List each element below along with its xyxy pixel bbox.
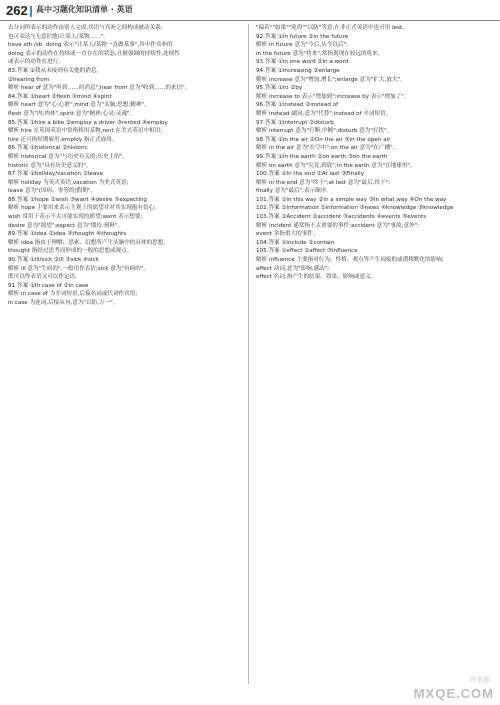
left-column-line: 解析 in case of 为介词短语,后接名词或代词作宾语; [8,291,138,298]
header-rule [0,20,500,21]
right-column-line: 96.答案 ①instead ②instead of [256,102,339,109]
left-column-line: 90.答案 ①ill/sick ②ill ③sick ④sick [8,257,99,264]
column-divider [248,24,249,684]
right-column-line: 97.答案 ①interrupt ②disturb [256,119,334,126]
left-column-line: in case 为连词,后接从句,意为"以防,万一"。 [8,300,119,306]
left-column-line: 解析 historical 意为"与历史有关的;历史上的", [8,153,125,160]
left-column-line: 也可表达"(无意识地)让某人/某物……"。 [8,33,109,40]
left-column-line: 解析 idea 指由于理解、思索、幻想所产生头脑中的具体的思想, [8,239,166,246]
left-column-line: leave 意为"(因病、事等的)假期"。 [8,188,96,195]
right-column-line: 93.答案 ①in one word ②in a word [256,59,349,66]
left-column-line: wish 常用于表示不太可能实现的愿望;want 表示想要; [8,214,143,221]
right-column-line: effect 名词,指产生的结果、效果、影响或意义。 [256,274,377,281]
left-column-line: 解析 hear of 意为"听到……的消息",hear from 意为"收到……的来信"。 [8,85,191,92]
right-column-line: 92.答案 ①in future ②in the future [256,33,349,40]
left-column-line: 88.答案 ①hope ②wish ③want ④desire ⑤expecting [8,196,147,203]
left-column-line: 解析 hire 在英国英语中常指租用某物,rent 在美式英语中租用; [8,128,163,135]
right-column-line: 101.答案 ①in this way ②in a simple way ③In what way ④On the way [256,196,447,203]
right-column-line: 102.答案 ①Information ②information ③news ④knowledge ⑤knowledge [256,205,454,212]
right-column-line: 99.答案 ①in the earth ②on earth ③on the earth [256,153,388,160]
left-column-line: 89.答案 ①idea ②idea ③thought ④thoughts [8,231,127,238]
left-column-line: have sth./sb. doing 表示"让某人/某物一直做某事",其中作宾补的 [8,42,173,49]
right-column-line: 98.答案 ①in the air ②On the air ③in the open air [256,136,391,143]
right-column-line: 解析 increase 意为"增加,增长";enlarge 意为"扩大,放大"。 [256,76,406,83]
right-column-line: 解析 increase to 表示"增加到";increase by 表示"增加了"。 [256,93,410,100]
header-accent-bar [30,6,32,17]
left-column-line: historic 意为"具有历史意义的"。 [8,162,92,169]
left-column-line: 解析 heart 意为"心;心脏",mind 意为"头脑;思想;精神", [8,102,146,109]
right-column-line: 103.答案 ①Accident ②accident ③accidents ④events ⑤events [256,214,427,221]
left-column-line: desire 意为"渴望";expect 意为"期待;预料"。 [8,222,124,229]
right-column-line: 解析 incident 通常指不太重要的事件;accident 意为"事故;意外"; [256,222,420,229]
watermark-logo: MXQE.COM [413,686,494,701]
right-column-line: "偏若""如果""免得""以防"等意;在非正式英语中也可用 lest。 [256,25,408,31]
right-column-line: 解析 interrupt 意为"打断;中断";disturb 意为"打扰"。 [256,128,393,135]
left-column-line: 解析 holiday 为英式英语,vacation 为美式英语; [8,179,129,186]
right-column-line: event 多指重大的事件。 [256,231,319,238]
watermark-subtext: 答案圈 [469,676,490,684]
left-column-line: 87.答案 ①holiday/vacation ②leave [8,171,104,178]
left-column-line: thought 指经过思考而形成的一般的思想或观点。 [8,248,133,255]
right-column-line: 解析 in the air 意为"在空中";on the air 意为"在广播"。 [256,145,399,152]
left-column-line: 既可以作表语又可以作定语。 [8,274,81,281]
left-column-line: 91.答案 ①In case of ②in case [8,282,89,289]
right-column-line: affect 动词,意为"影响,感动"; [256,265,330,272]
left-column-line: ②hearing from [8,76,50,83]
right-column-line: 解析 on earth 意为"究竟,到底";in the earth 意为"在地球里"。 [256,162,416,169]
right-column-line: 解析 in future 意为"今后,从今以后"; [256,42,349,49]
right-column-line: 解析 in the end 意为"终于";at last 意为"最后,终于"; [256,179,391,186]
left-column-line: 85.答案 ①hire a bike ②employ a driver ③rented ④employ [8,119,168,126]
right-column-line: finally 意为"最后",表示顺序。 [256,188,332,195]
right-column-line: in the future 意为"将来",常指离现在较远的将来。 [256,50,384,57]
left-column-line: 或表示的动作在进行。 [8,59,64,66]
right-column-line: 解析 influence 主要指对行为、性格、观点等产生间接的或潜移默化的影响; [256,257,444,264]
right-column-line: 105.答案 ①effect ②affect ③influence [256,248,358,255]
right-column-line: 100.答案 ①In the end ②At last ③Finally [256,171,365,178]
left-column-line: hire 还可指短期雇用,employ 指正式雇用。 [8,136,118,143]
left-column-line: 86.答案 ①historical ②historic [8,145,88,152]
right-column-line: 95.答案 ①to ②by [256,85,303,92]
right-column-line: 104.答案 ①include ②contain [256,239,335,246]
right-column-line: 解析 instead 副词,意为"代替";instead of 介词短语。 [256,110,392,117]
left-column [8,24,244,308]
left-column-line: 83.答案 ①我从未接到有关他的消息。 [8,67,103,74]
left-column-line: 去分词所表示的动作由别人完成,宾语与宾补之间构成被动关系; [8,25,163,31]
running-title: 高中习题化知识清单 · 英语 [36,5,133,14]
left-column-line: 解析 hope 主要用来表示主观上的愿望并对其实现抱有信心; [8,205,157,212]
page-number: 262 [6,3,28,18]
left-column-line: 解析 ill 意为"生病的",一般用作表语;sick 意为"有病的", [8,265,146,272]
left-column-line: flesh 意为"肉;肉体",spirit 意为"精神;心灵;灵魂"。 [8,110,136,117]
right-column-line: 94.答案 ①increasing ②enlarge [256,67,340,74]
page-header [0,0,500,22]
left-column-line: doing 表示的动作在持续或一直存在的状态,且被强调的持续性,连续性 [8,50,180,57]
left-column-line: 84.答案 ①heart ②flesh ③mind ④spirit [8,93,112,100]
right-column [256,24,492,282]
